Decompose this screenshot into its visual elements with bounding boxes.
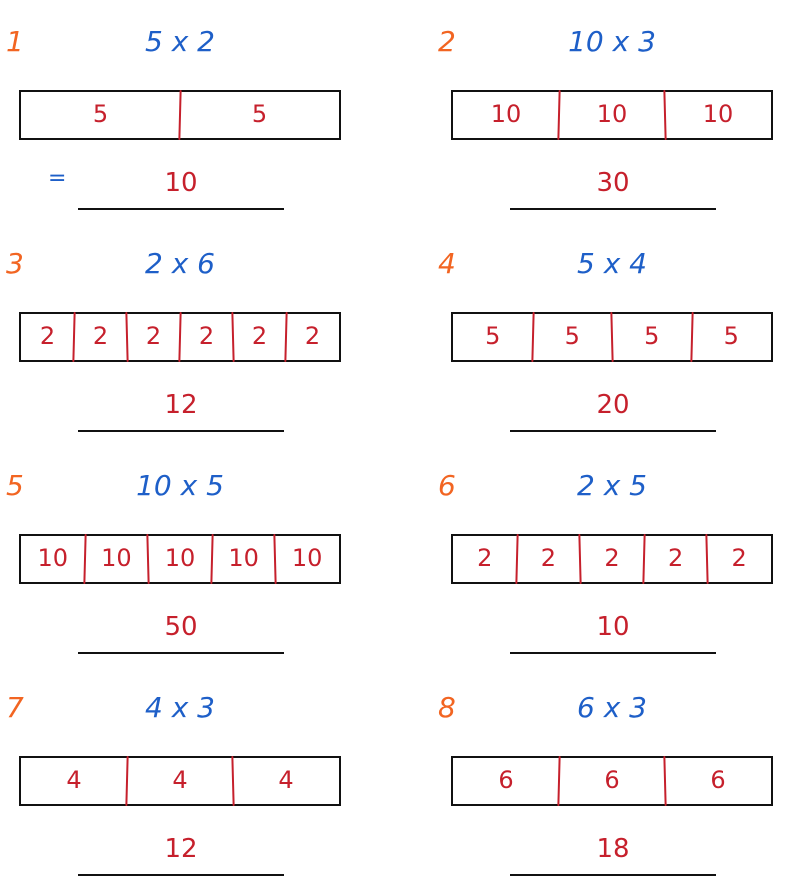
problem-3 <box>0 222 395 444</box>
bar-segment-value: 4 <box>172 766 188 794</box>
bar-model <box>451 534 773 584</box>
bar-segment <box>148 536 212 582</box>
problem-7 <box>0 666 395 888</box>
problem-2 <box>432 0 790 222</box>
bar-segment-value: 10 <box>291 544 323 572</box>
bar-segment-value: 2 <box>198 322 215 350</box>
problem-number: 4 <box>438 247 456 280</box>
bar-segment <box>453 92 559 138</box>
bar-segment-value: 5 <box>644 322 660 350</box>
bar-segment-value: 2 <box>604 544 620 572</box>
bar-segment <box>644 536 708 582</box>
answer-line <box>78 652 284 654</box>
bar-model <box>451 312 773 362</box>
bar-segment <box>21 758 127 804</box>
bar-segment <box>612 314 692 360</box>
bar-segment <box>21 536 85 582</box>
answer-value: 18 <box>596 834 630 864</box>
bar-segment-value: 2 <box>477 544 493 572</box>
bar-segment <box>692 314 772 360</box>
bar-segment <box>21 314 74 360</box>
problem-number: 6 <box>438 469 456 502</box>
multiplication-expression: 10 x 5 <box>136 469 224 502</box>
problem-number: 7 <box>6 691 24 724</box>
bar-segment <box>74 314 127 360</box>
bar-model <box>451 90 773 140</box>
bar-segment <box>453 314 533 360</box>
bar-segment <box>533 314 613 360</box>
problem-number: 5 <box>6 469 24 502</box>
bar-segment-value: 10 <box>702 100 734 128</box>
problem-4 <box>432 222 790 444</box>
bar-segment-value: 10 <box>596 100 628 128</box>
bar-model <box>451 756 773 806</box>
bar-segment-value: 4 <box>278 766 294 794</box>
bar-segment-value: 4 <box>66 766 82 794</box>
answer-value: 30 <box>596 168 630 198</box>
bar-segment <box>233 758 339 804</box>
answer-value: 12 <box>164 834 198 864</box>
answer-value: 12 <box>164 390 198 420</box>
equals-sign: = <box>48 166 67 191</box>
bar-segment <box>665 92 771 138</box>
bar-segment-value: 5 <box>251 100 268 128</box>
multiplication-expression: 5 x 2 <box>145 25 215 58</box>
answer-line <box>78 874 284 876</box>
bar-segment-value: 10 <box>101 544 132 572</box>
bar-segment-value: 2 <box>39 322 56 350</box>
problem-number: 1 <box>6 25 24 58</box>
bar-segment <box>127 758 233 804</box>
bar-segment <box>275 536 339 582</box>
answer-line <box>510 652 716 654</box>
bar-model <box>19 90 341 140</box>
bar-segment-value: 10 <box>228 544 259 572</box>
answer-value: 10 <box>596 612 630 642</box>
multiplication-expression: 4 x 3 <box>145 691 215 724</box>
bar-segment-value: 2 <box>731 544 747 572</box>
bar-segment-value: 5 <box>723 322 739 350</box>
bar-segment <box>665 758 771 804</box>
bar-segment <box>85 536 149 582</box>
bar-segment <box>21 92 180 138</box>
answer-line <box>510 874 716 876</box>
bar-segment <box>233 314 286 360</box>
problem-number: 8 <box>438 691 456 724</box>
multiplication-expression: 10 x 3 <box>568 25 656 58</box>
problem-5 <box>0 444 395 666</box>
problem-number: 2 <box>438 25 456 58</box>
answer-value: 20 <box>596 390 630 420</box>
bar-segment-value: 10 <box>164 544 196 572</box>
bar-segment-value: 2 <box>251 322 268 350</box>
bar-segment <box>453 758 559 804</box>
answer-line <box>510 430 716 432</box>
bar-segment-value: 6 <box>710 766 726 794</box>
bar-model <box>19 756 341 806</box>
bar-segment <box>453 536 517 582</box>
answer-line <box>78 208 284 210</box>
bar-segment <box>180 92 339 138</box>
multiplication-expression: 2 x 6 <box>145 247 215 280</box>
problem-6 <box>432 444 790 666</box>
bar-model <box>19 534 341 584</box>
bar-segment-value: 2 <box>304 322 321 350</box>
multiplication-expression: 2 x 5 <box>577 469 647 502</box>
answer-line <box>78 430 284 432</box>
answer-value: 10 <box>164 168 198 198</box>
bar-segment <box>580 536 644 582</box>
problem-1 <box>0 0 395 222</box>
bar-segment-value: 6 <box>498 766 514 794</box>
bar-segment-value: 5 <box>564 322 580 350</box>
answer-line <box>510 208 716 210</box>
problem-number: 3 <box>6 247 24 280</box>
bar-segment <box>286 314 339 360</box>
bar-segment-value: 6 <box>604 766 620 794</box>
bar-segment-value: 5 <box>92 100 109 128</box>
multiplication-expression: 5 x 4 <box>577 247 647 280</box>
bar-segment <box>127 314 180 360</box>
bar-segment <box>212 536 276 582</box>
bar-segment-value: 2 <box>667 544 684 572</box>
bar-segment-value: 2 <box>145 322 162 350</box>
problem-8 <box>432 666 790 888</box>
multiplication-expression: 6 x 3 <box>577 691 647 724</box>
bar-segment-value: 10 <box>490 100 522 128</box>
bar-segment <box>707 536 771 582</box>
bar-segment <box>559 92 665 138</box>
bar-segment <box>559 758 665 804</box>
bar-segment-value: 10 <box>37 544 69 572</box>
answer-value: 50 <box>164 612 198 642</box>
bar-segment-value: 2 <box>540 544 557 572</box>
bar-segment <box>517 536 581 582</box>
bar-segment <box>180 314 233 360</box>
bar-segment-value: 5 <box>485 322 501 350</box>
bar-model <box>19 312 341 362</box>
bar-segment-value: 2 <box>92 322 109 350</box>
